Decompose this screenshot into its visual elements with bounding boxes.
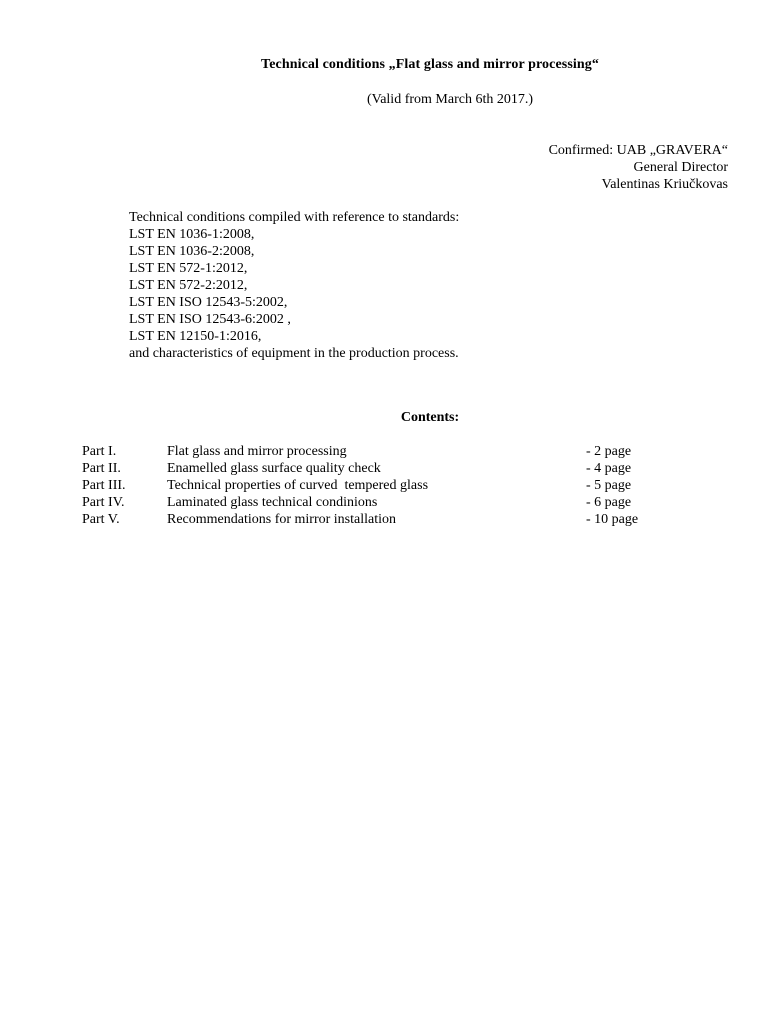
standard-item: LST EN 1036-2:2008, — [129, 244, 255, 259]
standards-block — [129, 209, 459, 362]
toc-part-label: Part II. — [82, 461, 121, 476]
confirmation-line-position: General Director — [633, 160, 728, 175]
toc-part-label: Part I. — [82, 444, 117, 459]
toc-page-ref: - 6 page — [586, 495, 632, 510]
toc-page-ref: - 10 page — [586, 512, 639, 527]
standards-intro: Technical conditions compiled with reference to standards: — [129, 210, 460, 225]
table-of-contents — [82, 443, 702, 528]
toc-row — [82, 443, 702, 460]
toc-section-title: Enamelled glass surface quality check — [167, 461, 381, 476]
confirmation-block — [549, 142, 728, 193]
toc-row — [82, 460, 702, 477]
standard-item: LST EN ISO 12543-5:2002, — [129, 295, 288, 310]
confirmation-line-name: Valentinas Kriučkovas — [601, 177, 728, 192]
standard-item: LST EN 572-2:2012, — [129, 278, 248, 293]
toc-part-label: Part IV. — [82, 495, 125, 510]
standards-outro: and characteristics of equipment in the production process. — [129, 346, 459, 361]
toc-row — [82, 477, 702, 494]
toc-page-ref: - 4 page — [586, 461, 632, 476]
standard-item: LST EN ISO 12543-6:2002 , — [129, 312, 291, 327]
toc-page-ref: - 5 page — [586, 478, 632, 493]
standard-item: LST EN 1036-1:2008, — [129, 227, 255, 242]
toc-part-label: Part III. — [82, 478, 126, 493]
confirmation-line-company: Confirmed: UAB „GRAVERA“ — [548, 143, 728, 158]
contents-heading: Contents: — [400, 410, 460, 425]
toc-row — [82, 494, 702, 511]
standard-item: LST EN 12150-1:2016, — [129, 329, 262, 344]
toc-part-label: Part V. — [82, 512, 120, 527]
toc-section-title: Recommendations for mirror installation — [167, 512, 397, 527]
toc-section-title: Technical properties of curved tempered glass — [167, 478, 429, 493]
toc-section-title: Laminated glass technical condinions — [167, 495, 378, 510]
toc-section-title: Flat glass and mirror processing — [167, 444, 347, 459]
document-subtitle: (Valid from March 6th 2017.) — [366, 92, 534, 107]
toc-page-ref: - 2 page — [586, 444, 632, 459]
toc-row — [82, 511, 702, 528]
document-title: Technical conditions „Flat glass and mirror processing“ — [261, 57, 599, 72]
standard-item: LST EN 572-1:2012, — [129, 261, 248, 276]
